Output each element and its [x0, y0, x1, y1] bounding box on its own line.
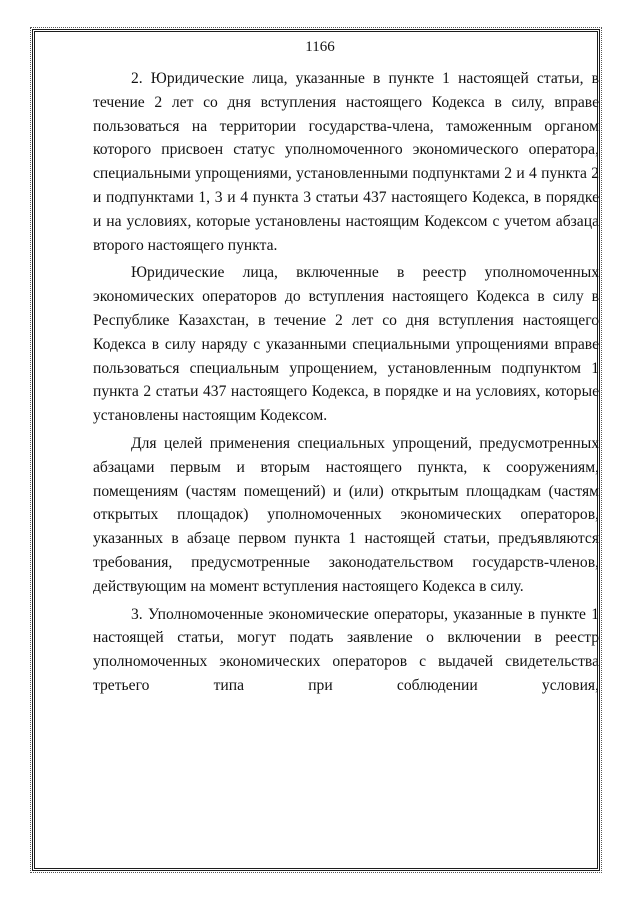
- paragraph-requirements: Для целей применения специальных упрощений, предусмотренных абзацами первым и вторым настоящего пункта, к сооружениям, помещениям (частям помещений) и (или) открытым площадкам (частям открытых площадок) уполномоченных экономических операторов, указанных в абзаце первом пункта 1 настоящей статьи, предъявляются требования, предусмотренные законодательством государств-членов, действующим на момент вступления настоящего Кодекса в силу.: [93, 434, 599, 595]
- paragraph-clause-3: 3. Уполномоченные экономические операторы, указанные в пункте 1 настоящей статьи, могут подать заявление о включении в реестр уполномоченных экономических операторов с выдачей свидетельства третьего типа при соблюдении условия,: [93, 605, 599, 694]
- paragraph-registry-kazakhstan: Юридические лица, включенные в реестр уполномоченных экономических операторов до вступления настоящего Кодекса в силу в Республике Казахстан, в течение 2 лет со дня вступления настоящего Кодекса в силу наряду с указанными специальными упрощениями вправе пользоваться специальным упрощением, установленным подпунктом 1 пункта 2 статьи 437 настоящего Кодекса, в порядке и на условиях, которые установлены настоящим Кодексом.: [93, 264, 599, 425]
- document-body: [93, 67, 599, 702]
- paragraph-clause-2: 2. Юридические лица, указанные в пункте 1 настоящей статьи, в течение 2 лет со дня вступления настоящего Кодекса в силу, вправе пользоваться на территории государства-члена, таможенным органом которого присвоен статус уполномоченного экономического оператора, специальными упрощениями, установленными подпунктами 2 и 4 пункта 2 и подпунктами 1, 3 и 4 пункта 3 статьи 437 настоящего Кодекса, в порядке и на условиях, которые установлены настоящим Кодексом с учетом абзаца второго настоящего пункта.: [93, 70, 599, 254]
- page-number: 1166: [305, 39, 335, 55]
